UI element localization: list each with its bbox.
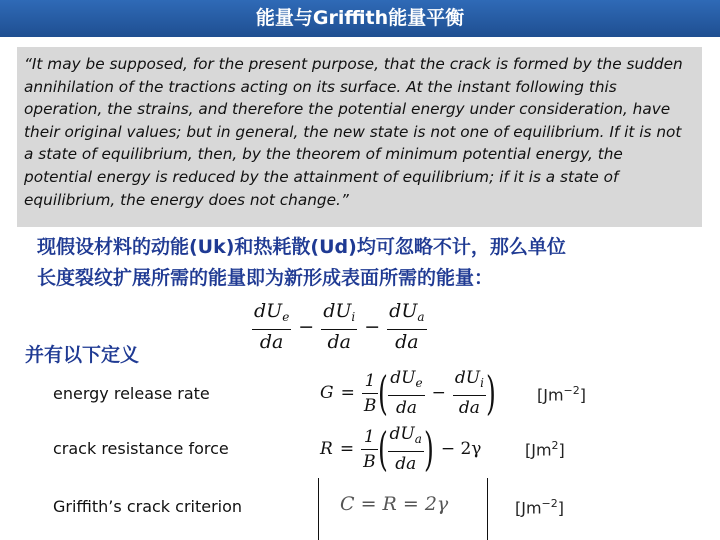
griffith-criterion-equation: C = R = 2γ: [340, 493, 449, 515]
energy-assumption-line-2: 长度裂纹扩展所需的能量即为新形成表面所需的能量：: [37, 267, 494, 289]
frac-due-da: $\frac{dU_e}{da}$: [254, 300, 290, 353]
energy-release-rate-label: energy release rate: [53, 384, 210, 403]
definitions-heading: 并有以下定义: [25, 344, 140, 366]
energy-release-rate-formula: G = $\frac{1}{B}$ ( $\frac{dU_e}{da}$ − $\frac{dU_i}{da}$ ): [320, 366, 496, 420]
griffith-criterion-label: Griffith’s crack criterion: [53, 497, 243, 516]
crack-resistance-force-unit: [Jm$^2$]: [525, 439, 565, 460]
page-title: 能量与Griffith能量平衡: [0, 0, 720, 37]
frac-dua-da: $\frac{dU_a}{da}$: [389, 300, 425, 353]
crack-resistance-force-formula: R = $\frac{1}{B}$ ( $\frac{dU_a}{da}$ ) − 2γ: [320, 422, 482, 476]
energy-assumption-text: [37, 232, 707, 294]
frac-dui-da: $\frac{dU_i}{da}$: [323, 300, 356, 353]
energy-assumption-line-1: 现假设材料的动能(Uk)和热耗散(Ud)均可忽略不计，那么单位: [37, 236, 566, 258]
main-energy-formula: $\frac{dU_e}{da}$ − $\frac{dU_i}{da}$ − $\frac{dU_a}{da}$: [254, 300, 425, 353]
quote-box: [17, 47, 702, 227]
griffith-criterion-unit: $[Jm^{-2}]$: [515, 497, 565, 518]
crack-resistance-force-label: crack resistance force: [53, 439, 229, 458]
griffith-quote: “It may be supposed, for the present purpose, that the crack is formed by the sudden annihilation of the tractions acting on its surface. At the instant following this operation, the strains, and therefore the potential energy under consideration, have their original values; but in general, the new state is not one of equilibrium. If it is not a state of equilibrium, then, by the theorem of minimum potential energy, the potential energy is reduced by the attainment of equilibrium; if it is a state of equilibrium, the energy does not change.”: [24, 55, 683, 209]
energy-release-rate-unit: $[Jm^{-2}]$: [537, 384, 587, 405]
